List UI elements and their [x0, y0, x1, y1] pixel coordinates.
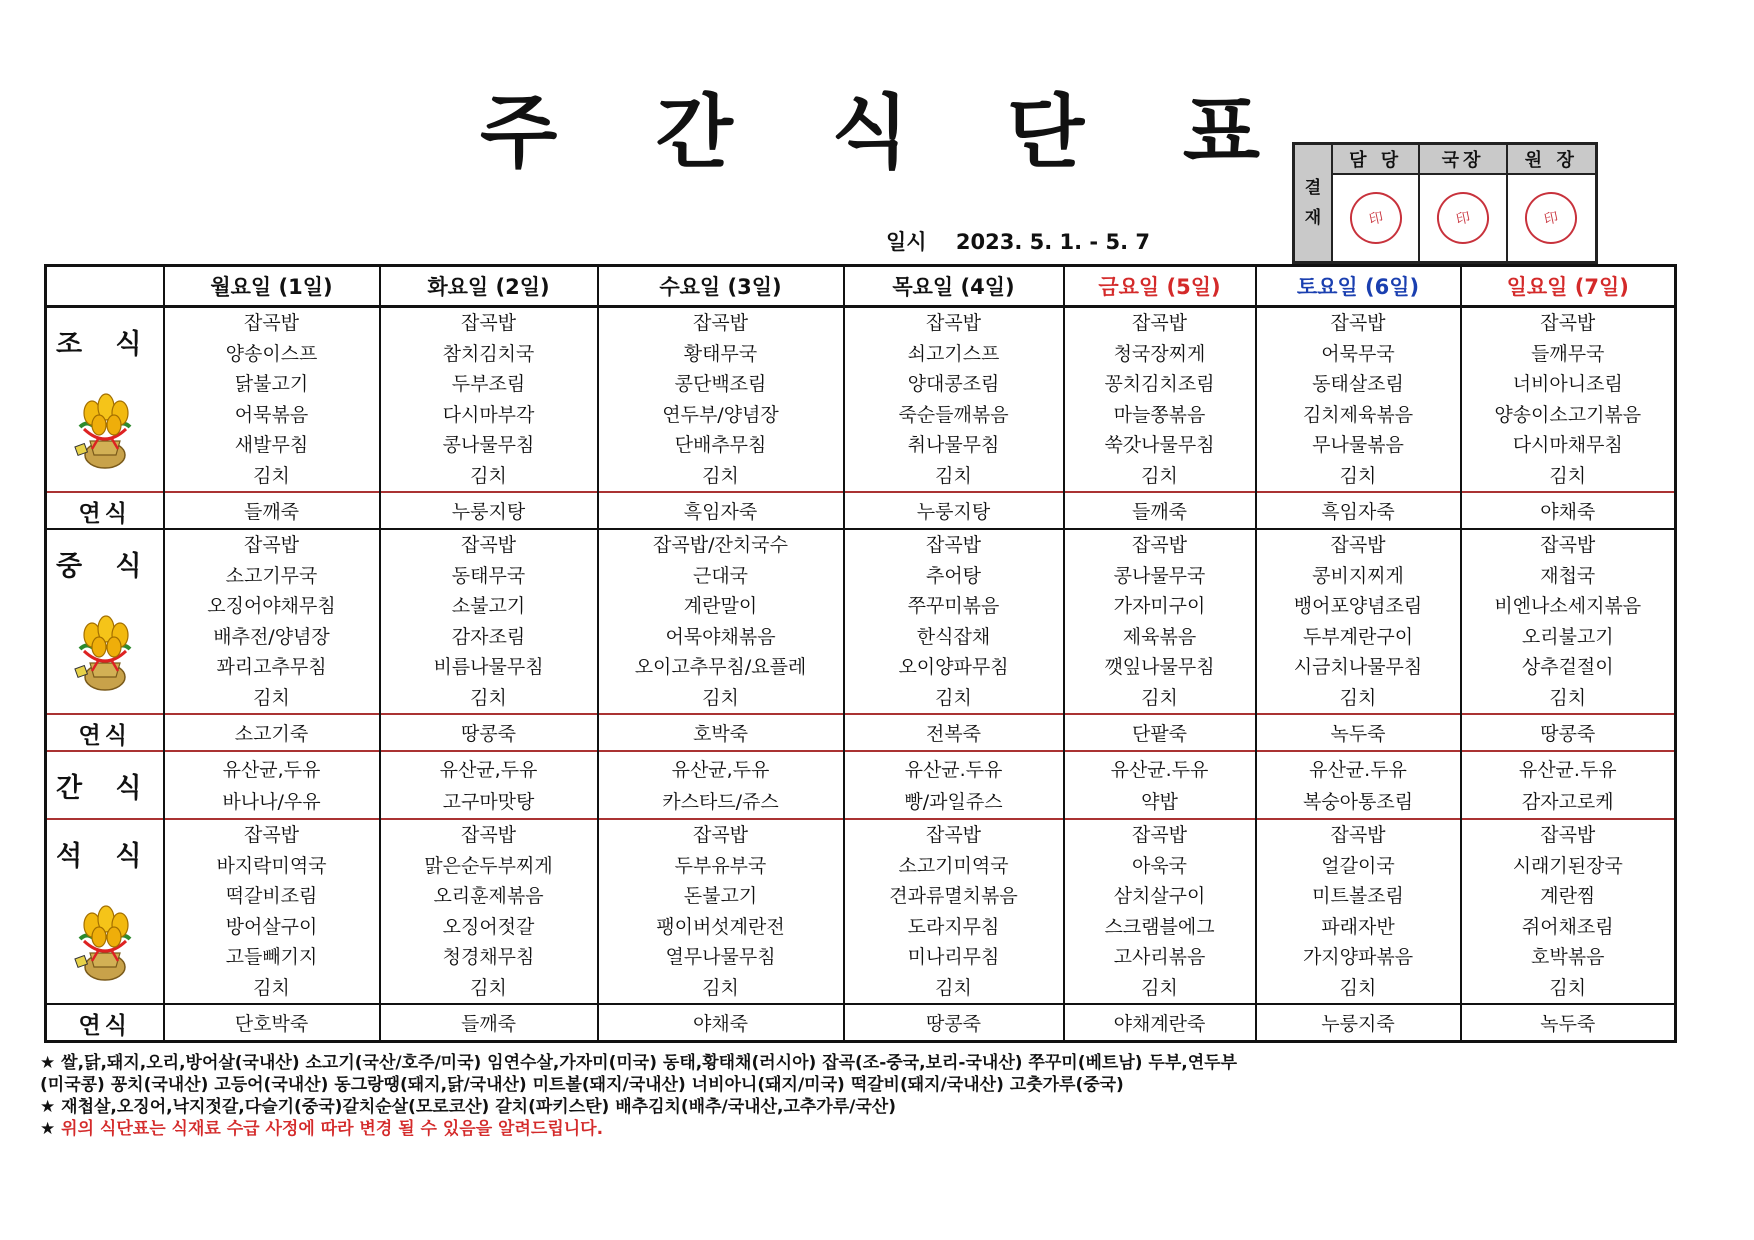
menu-item: 잡곡밥	[692, 312, 749, 334]
menu-item: 두부유부국	[674, 854, 767, 877]
menu-item: 두부조림	[451, 373, 526, 395]
menu-item: 김치	[1141, 976, 1178, 999]
approval-side-label	[1295, 145, 1333, 261]
lunch-cell-day7	[1461, 529, 1676, 714]
menu-item: 쑥갓나물무침	[1104, 434, 1215, 456]
menu-item: 잡곡밥	[243, 824, 300, 846]
breakfast-snack-cell-day7: 야채죽	[1461, 492, 1676, 529]
menu-item: 김치	[935, 464, 972, 487]
menu-item: 양대콩조림	[907, 373, 1000, 395]
menu-item: 바나나/우유	[222, 791, 321, 813]
lunch-snack-cell-day1: 소고기죽	[164, 714, 380, 751]
dinner-snack-cell-day3: 야채죽	[598, 1004, 844, 1042]
day-header-2: 화요일 (2일)	[380, 266, 598, 307]
menu-item: 오리훈제볶음	[433, 885, 544, 907]
breakfast-label: 조 식	[55, 329, 154, 360]
approval-side-char: 결	[1304, 178, 1322, 198]
menu-item: 콩단백조림	[674, 373, 767, 395]
menu-item: 어묵야채볶음	[665, 625, 776, 648]
menu-item: 오징어야채무침	[207, 595, 336, 617]
dinner-cell-day3	[598, 819, 844, 1004]
menu-item: 청경채무침	[442, 946, 535, 968]
period-value: 2023. 5. 1. - 5. 7	[955, 230, 1150, 254]
breakfast-snack-label-cell	[46, 492, 164, 529]
menu-item: 방어살구이	[225, 915, 318, 938]
approval-head-chief: 원 장	[1508, 145, 1595, 175]
menu-item: 오리불고기	[1521, 625, 1614, 648]
menu-item: 가지양파볶음	[1302, 946, 1414, 968]
breakfast-cell-day5	[1064, 307, 1256, 493]
afternoon-snack-label: 간 식	[55, 773, 154, 804]
lunch-cell-day1	[164, 529, 380, 714]
menu-item: 쇠고기스프	[907, 342, 1000, 365]
menu-item: 취나물무침	[907, 434, 1000, 456]
menu-item: 비엔나소세지볶음	[1494, 595, 1642, 617]
menu-item: 유산균.두유	[1309, 759, 1407, 781]
menu-item: 쭈꾸미볶음	[907, 595, 1000, 617]
menu-item: 잡곡밥	[692, 824, 749, 846]
menu-item: 유산균,두유	[222, 759, 321, 781]
menu-item: 김치	[253, 686, 290, 709]
menu-item: 잡곡밥	[243, 534, 300, 556]
lunch-cell-day3	[598, 529, 844, 714]
menu-item: 카스타드/쥬스	[662, 791, 779, 813]
menu-item: 유산균.두유	[1110, 759, 1209, 781]
menu-item: 뱅어포양념조림	[1293, 595, 1423, 617]
menu-item: 김치	[935, 686, 972, 709]
menu-item: 김치	[935, 976, 972, 999]
breakfast-snack-cell-day5: 들깨죽	[1064, 492, 1256, 529]
dinner-label: 석 식	[55, 841, 154, 872]
dinner-label-cell	[46, 819, 164, 1004]
menu-item: 고구마맛탕	[442, 791, 535, 813]
menu-item: 잡곡밥	[925, 312, 982, 334]
menu-item: 잡곡밥	[1540, 824, 1596, 846]
period	[886, 226, 1150, 256]
seal-stamp: 印	[1520, 187, 1582, 249]
menu-item: 재첩국	[1540, 564, 1596, 587]
menu-item: 김치	[1549, 976, 1587, 999]
menu-item: 김치	[1339, 686, 1377, 709]
title-char: 식	[831, 86, 909, 179]
day-header-7: 일요일 (7일)	[1461, 266, 1676, 307]
menu-item: 감자조림	[451, 625, 526, 648]
title-char: 표	[1182, 86, 1260, 179]
dinner-snack-cell-day7: 녹두죽	[1461, 1004, 1676, 1042]
lunch-label: 중 식	[55, 551, 154, 582]
page-title	[480, 68, 1260, 183]
menu-item: 제육볶음	[1122, 625, 1197, 648]
dinner-snack-cell-day4: 땅콩죽	[844, 1004, 1064, 1042]
breakfast-snack-row	[46, 492, 1676, 529]
menu-item: 미나리무침	[907, 946, 1000, 968]
period-label: 일시	[886, 230, 927, 254]
dinner-snack-label: 연식	[78, 1013, 131, 1039]
menu-item: 시래기된장국	[1512, 854, 1623, 877]
menu-item: 잡곡밥	[1540, 312, 1596, 334]
menu-item: 김치	[702, 464, 739, 487]
dinner-snack-cell-day1: 단호박죽	[164, 1004, 380, 1042]
menu-item: 참치김치국	[442, 342, 535, 365]
menu-item: 계란말이	[683, 595, 758, 617]
breakfast-cell-day7	[1461, 307, 1676, 493]
menu-item: 잡곡밥/잔치국수	[653, 534, 788, 556]
menu-item: 유산균,두유	[439, 759, 538, 781]
lunch-snack-cell-day5: 단팥죽	[1064, 714, 1256, 751]
lunch-snack-cell-day6: 녹두죽	[1256, 714, 1461, 751]
breakfast-cell-day6	[1256, 307, 1461, 493]
note-line: (미국콩) 꽁치(국내산) 고등어(국내산) 동그랑땡(돼지,닭/국내산) 미트볼(돼지/국내산) 너비아니(돼지/미국) 떡갈비(돼지/국내산) 고춧가루(중국)	[40, 1075, 1124, 1095]
menu-item: 김치	[1339, 976, 1377, 999]
menu-item: 황태무국	[683, 342, 758, 365]
menu-item: 콩나물무국	[1113, 564, 1206, 587]
lunch-snack-row	[46, 714, 1676, 751]
dinner-snack-label-cell	[46, 1004, 164, 1042]
lunch-snack-label: 연식	[78, 723, 131, 749]
menu-item: 파래자반	[1321, 915, 1395, 938]
approval-side-char: 재	[1304, 208, 1322, 228]
menu-item: 김치	[470, 686, 507, 709]
menu-item: 꽈리고추무침	[216, 656, 327, 678]
menu-item: 잡곡밥	[1131, 824, 1188, 846]
dinner-row	[46, 819, 1676, 1004]
menu-item: 깻잎나물무침	[1104, 656, 1215, 678]
afternoon-snack-row	[46, 751, 1676, 819]
menu-item: 동태무국	[451, 564, 526, 587]
menu-item: 추어탕	[925, 564, 982, 587]
menu-item: 김치	[702, 686, 739, 709]
menu-item: 계란찜	[1540, 885, 1596, 907]
menu-item: 김치	[1141, 686, 1178, 709]
menu-item: 돈불고기	[683, 885, 758, 907]
menu-item: 잡곡밥	[1540, 534, 1596, 556]
breakfast-snack-cell-day2: 누룽지탕	[380, 492, 598, 529]
menu-item: 쥐어채조림	[1521, 915, 1614, 938]
breakfast-snack-cell-day4: 누룽지탕	[844, 492, 1064, 529]
lunch-row	[46, 529, 1676, 714]
lunch-snack-cell-day3: 호박죽	[598, 714, 844, 751]
menu-item: 스크램블에그	[1104, 915, 1215, 938]
menu-item: 잡곡밥	[925, 534, 982, 556]
menu-item: 근대국	[692, 564, 749, 587]
dinner-snack-cell-day6: 누룽지죽	[1256, 1004, 1461, 1042]
menu-item: 소고기미역국	[898, 854, 1009, 877]
menu-item: 잡곡밥	[1131, 312, 1188, 334]
menu-item: 연두부/양념장	[662, 403, 779, 426]
menu-item: 잡곡밥	[1131, 534, 1188, 556]
breakfast-cell-day1	[164, 307, 380, 493]
day-header-6: 토요일 (6일)	[1256, 266, 1461, 307]
note-line: ★ 쌀,닭,돼지,오리,방어살(국내산) 소고기(국산/호주/미국) 임연수살,가자미(미국) 동태,황태채(러시아) 잡곡(조-중국,보리-국내산) 쭈꾸미(베트남) 두부,연두부	[40, 1053, 1237, 1073]
menu-item: 떡갈비조림	[225, 885, 318, 907]
menu-item: 한식잡채	[916, 625, 991, 648]
afternoon-snack-label-cell	[46, 751, 164, 819]
menu-item: 오징어젓갈	[442, 915, 535, 938]
menu-item: 오이고추무침/요플레	[634, 656, 807, 678]
menu-item: 마늘쫑볶음	[1113, 403, 1206, 426]
breakfast-cell-day3	[598, 307, 844, 493]
dinner-cell-day1	[164, 819, 380, 1004]
lunch-snack-cell-day7: 땅콩죽	[1461, 714, 1676, 751]
menu-item: 너비아니조림	[1512, 373, 1623, 395]
menu-item: 단배추무침	[674, 434, 767, 456]
menu-item: 아욱국	[1131, 854, 1188, 877]
menu-item: 배추전/양념장	[213, 625, 330, 648]
menu-item: 죽순들깨볶음	[898, 403, 1009, 426]
breakfast-snack-cell-day3: 흑임자죽	[598, 492, 844, 529]
menu-item: 콩비지찌게	[1312, 564, 1404, 587]
menu-item: 닭불고기	[234, 373, 309, 395]
approval-seal-cell	[1333, 175, 1420, 261]
menu-item: 견과류멸치볶음	[889, 885, 1018, 907]
lunch-cell-day2	[380, 529, 598, 714]
afternoon-snack-cell-day5	[1064, 751, 1256, 819]
lunch-label-cell	[46, 529, 164, 714]
day-header-3: 수요일 (3일)	[598, 266, 844, 307]
afternoon-snack-cell-day7	[1461, 751, 1676, 819]
lunch-snack-cell-day4: 전복죽	[844, 714, 1064, 751]
menu-item: 다시마부각	[442, 403, 535, 426]
menu-item: 잡곡밥	[1330, 312, 1386, 334]
menu-item: 미트볼조림	[1312, 885, 1404, 907]
menu-item: 청국장찌게	[1113, 342, 1206, 365]
lunch-snack-label-cell	[46, 714, 164, 751]
menu-item: 두부계란구이	[1302, 625, 1414, 648]
flower-pot-icon	[70, 901, 140, 981]
menu-item: 다시마채무침	[1512, 434, 1623, 456]
menu-item: 잡곡밥	[925, 824, 982, 846]
menu-item: 고들빼기지	[225, 946, 318, 968]
afternoon-snack-cell-day6	[1256, 751, 1461, 819]
menu-item: 꽁치김치조림	[1104, 373, 1215, 395]
warning-text: 위의 식단표는 식재료 수급 사정에 따라 변경 될 수 있음을 알려드립니다.	[61, 1119, 604, 1139]
note-line: ★ 재첩살,오징어,낙지젓갈,다슬기(중국)갈치순살(모로코산) 갈치(파키스탄) 배추김치(배추/국내산,고추가루/국산)	[40, 1097, 896, 1117]
menu-item: 도라지무침	[907, 915, 1000, 938]
afternoon-snack-cell-day1	[164, 751, 380, 819]
breakfast-row	[46, 307, 1676, 493]
menu-item: 약밥	[1141, 791, 1178, 813]
menu-item: 고사리볶음	[1113, 946, 1206, 968]
menu-table	[44, 264, 1677, 1043]
menu-item: 복숭아통조림	[1302, 791, 1414, 813]
menu-item: 잡곡밥	[460, 824, 517, 846]
approval-head-manager: 담 당	[1333, 145, 1420, 175]
menu-item: 유산균.두유	[1518, 759, 1617, 781]
dinner-snack-cell-day2: 들깨죽	[380, 1004, 598, 1042]
day-header-5: 금요일 (5일)	[1064, 266, 1256, 307]
menu-item: 무나물볶음	[1312, 434, 1404, 456]
star-icon: ★	[40, 1119, 56, 1139]
dinner-cell-day2	[380, 819, 598, 1004]
flower-pot-icon	[70, 389, 140, 469]
dinner-snack-cell-day5: 야채계란죽	[1064, 1004, 1256, 1042]
approval-seal-cell	[1420, 175, 1507, 261]
dinner-cell-day7	[1461, 819, 1676, 1004]
title-char: 단	[1007, 86, 1085, 179]
menu-item: 새발무침	[234, 434, 309, 456]
seal-stamp: 印	[1345, 187, 1407, 249]
menu-item: 어묵볶음	[234, 403, 309, 426]
day-header-row	[46, 266, 1676, 307]
breakfast-cell-day4	[844, 307, 1064, 493]
menu-item: 소고기무국	[225, 564, 318, 587]
breakfast-snack-cell-day6: 흑임자죽	[1256, 492, 1461, 529]
origin-notes	[40, 1052, 1720, 1140]
lunch-cell-day6	[1256, 529, 1461, 714]
menu-item: 동태살조림	[1312, 373, 1404, 395]
menu-item: 김치	[1549, 464, 1587, 487]
breakfast-snack-cell-day1: 들깨죽	[164, 492, 380, 529]
menu-item: 어묵무국	[1321, 342, 1395, 365]
dinner-cell-day6	[1256, 819, 1461, 1004]
menu-item: 들깨무국	[1531, 342, 1605, 365]
menu-item: 김치제육볶음	[1302, 403, 1414, 426]
seal-stamp: 印	[1432, 187, 1494, 249]
menu-item: 호박볶음	[1531, 946, 1605, 968]
day-header-4: 목요일 (4일)	[844, 266, 1064, 307]
menu-item: 팽이버섯계란전	[656, 915, 785, 938]
header-corner	[46, 266, 164, 307]
menu-item: 상추겉절이	[1521, 656, 1614, 678]
menu-item: 양송이소고기볶음	[1494, 403, 1642, 426]
menu-item: 유산균,두유	[671, 759, 770, 781]
menu-item: 가자미구이	[1113, 595, 1206, 617]
menu-item: 김치	[253, 976, 290, 999]
menu-item: 김치	[1549, 686, 1587, 709]
menu-item: 비름나물무침	[433, 656, 544, 678]
menu-item: 김치	[470, 464, 507, 487]
breakfast-snack-label: 연식	[78, 501, 131, 527]
approval-seal-cell	[1508, 175, 1595, 261]
dinner-cell-day5	[1064, 819, 1256, 1004]
dinner-snack-row	[46, 1004, 1676, 1042]
title-char: 주	[480, 86, 558, 179]
menu-item: 김치	[253, 464, 290, 487]
menu-item: 유산균.두유	[904, 759, 1003, 781]
menu-item: 콩나물무침	[442, 434, 535, 456]
breakfast-cell-day2	[380, 307, 598, 493]
menu-item: 김치	[1141, 464, 1178, 487]
menu-item: 김치	[702, 976, 739, 999]
warning-line	[40, 1118, 1720, 1140]
menu-item: 빵/과일쥬스	[904, 791, 1003, 813]
lunch-cell-day4	[844, 529, 1064, 714]
menu-item: 삼치살구이	[1113, 885, 1206, 907]
menu-item: 얼갈이국	[1321, 854, 1395, 877]
menu-item: 시금치나물무침	[1293, 656, 1423, 678]
menu-item: 맑은순두부찌게	[424, 854, 553, 877]
menu-item: 잡곡밥	[1330, 824, 1386, 846]
menu-item: 김치	[470, 976, 507, 999]
breakfast-label-cell	[46, 307, 164, 493]
menu-item: 김치	[1339, 464, 1377, 487]
afternoon-snack-cell-day2	[380, 751, 598, 819]
menu-item: 바지락미역국	[216, 854, 327, 877]
lunch-snack-cell-day2: 땅콩죽	[380, 714, 598, 751]
menu-item: 잡곡밥	[1330, 534, 1386, 556]
dinner-cell-day4	[844, 819, 1064, 1004]
title-char: 간	[655, 86, 733, 179]
menu-item: 소불고기	[451, 595, 526, 617]
day-header-1: 월요일 (1일)	[164, 266, 380, 307]
lunch-cell-day5	[1064, 529, 1256, 714]
menu-item: 잡곡밥	[243, 312, 300, 334]
flower-pot-icon	[70, 611, 140, 691]
menu-item: 오이양파무침	[898, 656, 1009, 678]
approval-box	[1292, 142, 1598, 264]
approval-head-director: 국장	[1420, 145, 1507, 175]
menu-item: 잡곡밥	[460, 312, 517, 334]
menu-item: 열무나물무침	[665, 946, 776, 968]
menu-item: 잡곡밥	[460, 534, 517, 556]
afternoon-snack-cell-day3	[598, 751, 844, 819]
menu-item: 양송이스프	[225, 342, 318, 365]
menu-item: 감자고로케	[1521, 791, 1614, 813]
afternoon-snack-cell-day4	[844, 751, 1064, 819]
